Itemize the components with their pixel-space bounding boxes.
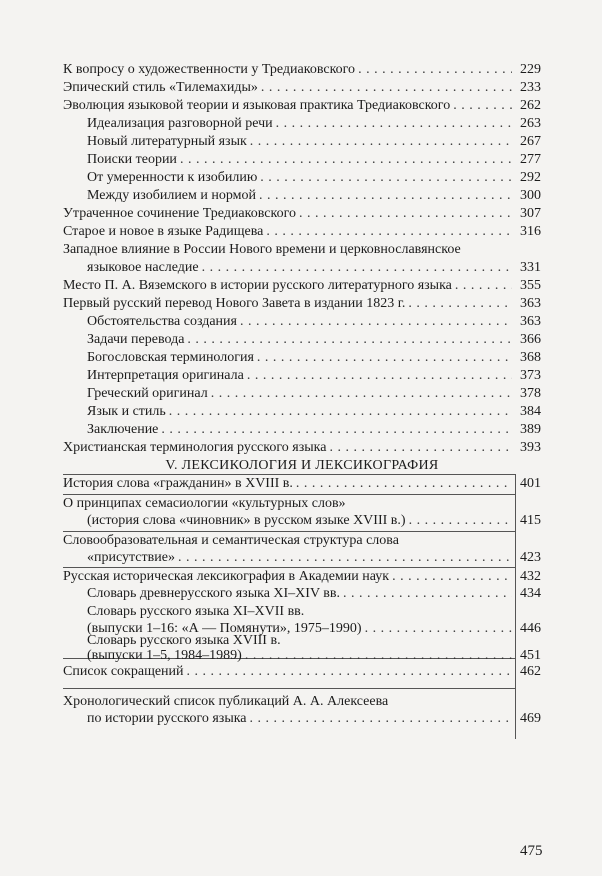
toc-entry-title: От умеренности к изобилию: [87, 170, 258, 185]
toc-entry-page: 366: [520, 332, 541, 347]
toc-entry-page: 415: [520, 513, 541, 528]
toc-entry-title: Богословская терминология: [87, 350, 254, 365]
leader-dots: [276, 116, 512, 132]
toc-entry-page: 378: [520, 386, 541, 401]
toc-entry-title: Старое и новое в языке Радищева: [63, 224, 264, 239]
toc-entry-page: 469: [520, 711, 541, 726]
leader-dots: [250, 134, 512, 150]
toc-entry-title: (выпуски 1–16: «А — Помянути», 1975–1990): [87, 621, 362, 636]
toc-entry-line2: [63, 711, 541, 727]
toc-entry: [63, 296, 541, 312]
toc-entry-page: 384: [520, 404, 541, 419]
toc-entry: [63, 80, 541, 96]
toc-entry-title: Задачи перевода: [87, 332, 185, 347]
toc-entry: [63, 98, 541, 114]
toc-entry: [63, 569, 541, 585]
toc-entry-title: Место П. А. Вяземского в истории русского литературного языка: [63, 278, 452, 293]
toc-subentry: [63, 332, 541, 348]
toc-entry-page: 233: [520, 80, 541, 95]
toc-entry-title: языковое наследие: [87, 260, 199, 275]
toc-entry-title: Поиски теории: [87, 152, 177, 167]
toc-entry-title: Язык и стиль: [87, 404, 166, 419]
toc-entry-title: История слова «гражданин» в XVIII в.: [63, 476, 293, 491]
toc-entry: [63, 224, 541, 240]
toc-entry-page: 462: [520, 664, 541, 679]
toc-entry-title: Словообразовательная и семантическая структура слова: [63, 533, 399, 548]
leader-dots: [343, 586, 512, 602]
leader-dots: [187, 332, 512, 348]
toc-entry-title: Словарь русского языка XI–XVII вв.: [87, 604, 305, 619]
leader-dots: [392, 569, 512, 585]
leader-dots: [169, 404, 512, 420]
toc-entry-line2: [63, 513, 541, 529]
toc-entry-line2: [63, 260, 541, 276]
leader-dots: [453, 98, 512, 114]
toc-entry-title: Утраченное сочинение Тредиаковского: [63, 206, 296, 221]
leader-dots: [408, 296, 512, 312]
toc-entry-title: Западное влияние в России Нового времени и церковнославянское: [63, 242, 461, 257]
toc-subentry: [63, 170, 541, 186]
toc-subentry: [63, 134, 541, 150]
leader-dots: [211, 386, 512, 402]
separator: [63, 494, 515, 495]
toc-entry-title: Идеализация разговорной речи: [87, 116, 273, 131]
toc-entry-page: 451: [520, 648, 541, 663]
toc-entry-title: Христианская терминология русского языка: [63, 440, 327, 455]
toc-entry-title: Словарь русского языка XVIII в.: [87, 633, 281, 648]
separator: [63, 474, 515, 475]
toc-entry: [63, 62, 541, 78]
toc-subentry: [63, 350, 541, 366]
leader-dots: [409, 513, 512, 529]
toc-entry-line1: [63, 242, 541, 258]
toc-subentry: [63, 188, 541, 204]
leader-dots: [250, 711, 512, 727]
toc-entry-title: Словарь древнерусского языка XI–XIV вв.: [87, 586, 341, 601]
separator: [63, 688, 515, 689]
toc-entry-title: Список сокращений: [63, 664, 184, 679]
leader-dots: [296, 476, 512, 492]
toc-subentry: [63, 152, 541, 168]
leader-dots: [259, 188, 512, 204]
toc-entry-line1: [63, 694, 541, 710]
toc-entry-page: 368: [520, 350, 541, 365]
toc-entry-title: «присутствие»: [87, 550, 175, 565]
toc-entry-page: 277: [520, 152, 541, 167]
toc-entry: [63, 476, 541, 492]
toc-subentry-line1: [63, 633, 541, 649]
toc-entry-page: 389: [520, 422, 541, 437]
toc-subentry-line1: [63, 604, 541, 620]
toc-entry-title: Интерпретация оригинала: [87, 368, 244, 383]
leader-dots: [299, 206, 512, 222]
toc-subentry: [63, 116, 541, 132]
toc-entry-page: 363: [520, 296, 541, 311]
toc-entry: [63, 278, 541, 294]
leader-dots: [161, 422, 512, 438]
leader-dots: [202, 260, 512, 276]
toc-entry-title: Греческий оригинал: [87, 386, 208, 401]
leader-dots: [455, 278, 512, 294]
leader-dots: [187, 664, 512, 680]
toc-subentry: [63, 368, 541, 384]
toc-entry-title: Эволюция языковой теории и языковая практика Тредиаковского: [63, 98, 451, 113]
toc-entry-title: (история слова «чиновник» в русском языке XVIII в.): [87, 513, 406, 528]
toc-entry-title: Первый русский перевод Нового Завета в издании 1823 г.: [63, 296, 406, 311]
toc-subentry: [63, 314, 541, 330]
toc-entry-page: 393: [520, 440, 541, 455]
toc-entry-page: 432: [520, 569, 541, 584]
toc-subentry-line2: [63, 648, 541, 664]
leader-dots: [266, 224, 512, 240]
toc-entry-page: 331: [520, 260, 541, 275]
toc-entry-page: 363: [520, 314, 541, 329]
leader-dots: [260, 170, 512, 186]
toc-entry-line1: [63, 533, 541, 549]
leader-dots: [240, 314, 512, 330]
toc-subentry: [63, 422, 541, 438]
toc-entry-title: Хронологический список публикаций А. А. Алексеева: [63, 694, 389, 709]
toc-entry-title: (выпуски 1–5, 1984–1989): [87, 648, 242, 663]
toc-entry-title: по истории русского языка: [87, 711, 247, 726]
toc-entry-title: Между изобилием и нормой: [87, 188, 257, 203]
toc-entry-title: К вопросу о художественности у Тредиаковского: [63, 62, 356, 77]
toc-entry-page: 229: [520, 62, 541, 77]
toc-entry: [63, 206, 541, 222]
toc-entry-title: Эпический стиль «Тилемахиды»: [63, 80, 258, 95]
toc-entry-page: 401: [520, 476, 541, 491]
toc-entry-page: 307: [520, 206, 541, 221]
toc-entry: [63, 664, 541, 680]
toc-entry-title: Новый литературный язык: [87, 134, 247, 149]
page-number: 475: [520, 843, 543, 859]
toc-subentry: [63, 586, 541, 602]
toc-entry-page: 434: [520, 586, 541, 601]
leader-dots: [180, 152, 512, 168]
section-heading: V. ЛЕКСИКОЛОГИЯ И ЛЕКСИКОГРАФИЯ: [165, 458, 439, 473]
toc-entry-line1: [63, 496, 541, 512]
leader-dots: [329, 440, 512, 456]
leader-dots: [261, 80, 512, 96]
toc-entry-page: 292: [520, 170, 541, 185]
leader-dots: [178, 550, 512, 566]
toc-entry-page: 355: [520, 278, 541, 293]
toc-entry-line2: [63, 550, 541, 566]
leader-dots: [257, 350, 512, 366]
toc-entry-page: 263: [520, 116, 541, 131]
toc-subentry: [63, 386, 541, 402]
toc-entry-page: 267: [520, 134, 541, 149]
toc-entry-title: О принципах семасиологии «культурных слов»: [63, 496, 346, 511]
toc-subentry: [63, 404, 541, 420]
toc-entry-page: 446: [520, 621, 541, 636]
toc-entry-page: 316: [520, 224, 541, 239]
toc-entry-page: 423: [520, 550, 541, 565]
toc-entry-page: 300: [520, 188, 541, 203]
toc-entry-page: 262: [520, 98, 541, 113]
separator: [63, 567, 515, 568]
toc-entry-title: Заключение: [87, 422, 159, 437]
toc-entry-title: Обстоятельства создания: [87, 314, 237, 329]
separator: [63, 531, 515, 532]
toc-entry-page: 373: [520, 368, 541, 383]
toc-entry-title: Русская историческая лексикография в Академии наук: [63, 569, 390, 584]
leader-dots: [247, 368, 512, 384]
toc-entry: [63, 440, 541, 456]
leader-dots: [358, 62, 512, 78]
leader-dots: [245, 648, 512, 664]
